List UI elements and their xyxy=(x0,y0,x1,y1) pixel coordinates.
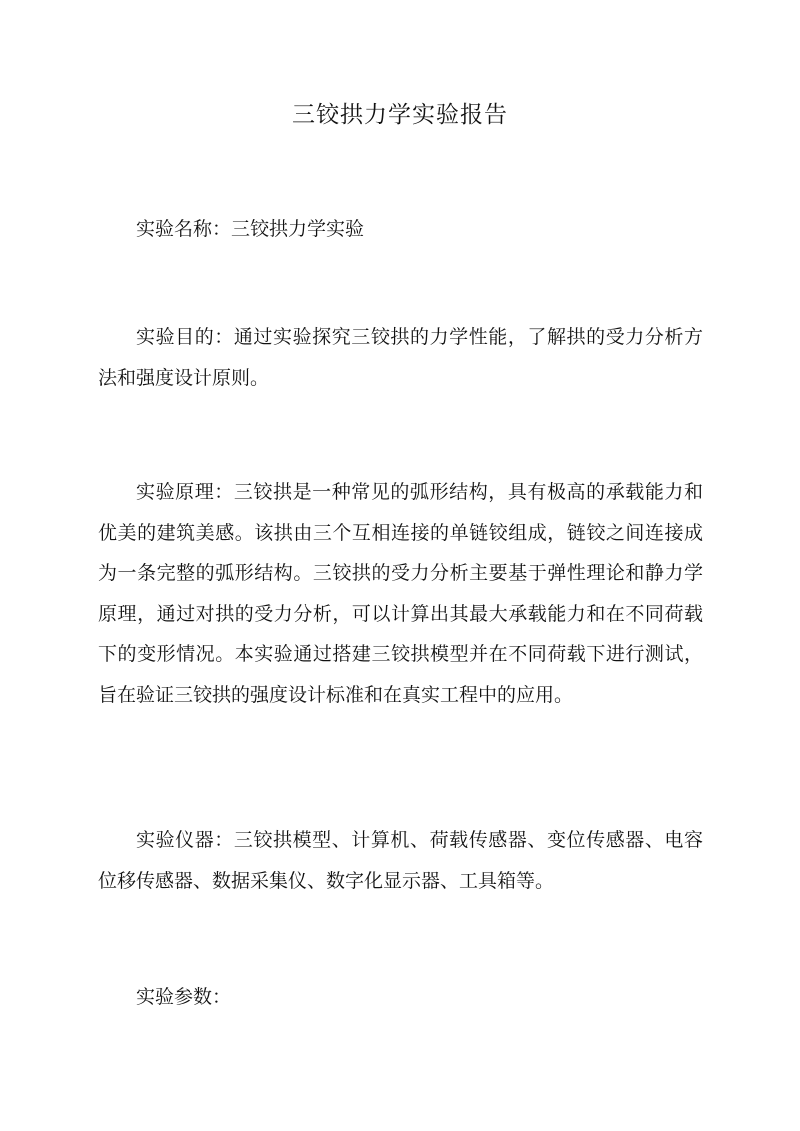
experiment-principle-paragraph: 实验原理：三铰拱是一种常见的弧形结构，具有极高的承载能力和优美的建筑美感。该拱由三个互相连接的单链铰组成，链铰之间连接成为一条完整的弧形结构。三铰拱的受力分析主要基于弹性理论和静力学原理，通过对拱的受力分析，可以计算出其最大承载能力和在不同荷载下的变形情况。本实验通过搭建三铰拱模型并在不同荷载下进行测试，旨在验证三铰拱的强度设计标准和在真实工程中的应用。 xyxy=(98,481,703,706)
experiment-name-paragraph: 实验名称：三铰拱力学实验 xyxy=(136,218,365,240)
experiment-purpose-paragraph: 实验目的：通过实验探究三铰拱的力学性能，了解拱的受力分析方法和强度设计原则。 xyxy=(98,326,703,389)
document-title: 三铰拱力学实验报告 xyxy=(292,102,508,128)
experiment-parameters-paragraph: 实验参数： xyxy=(136,986,232,1008)
experiment-equipment-paragraph: 实验仪器：三铰拱模型、计算机、荷载传感器、变位传感器、电容位移传感器、数据采集仪、数字化显示器、工具箱等。 xyxy=(98,829,703,892)
